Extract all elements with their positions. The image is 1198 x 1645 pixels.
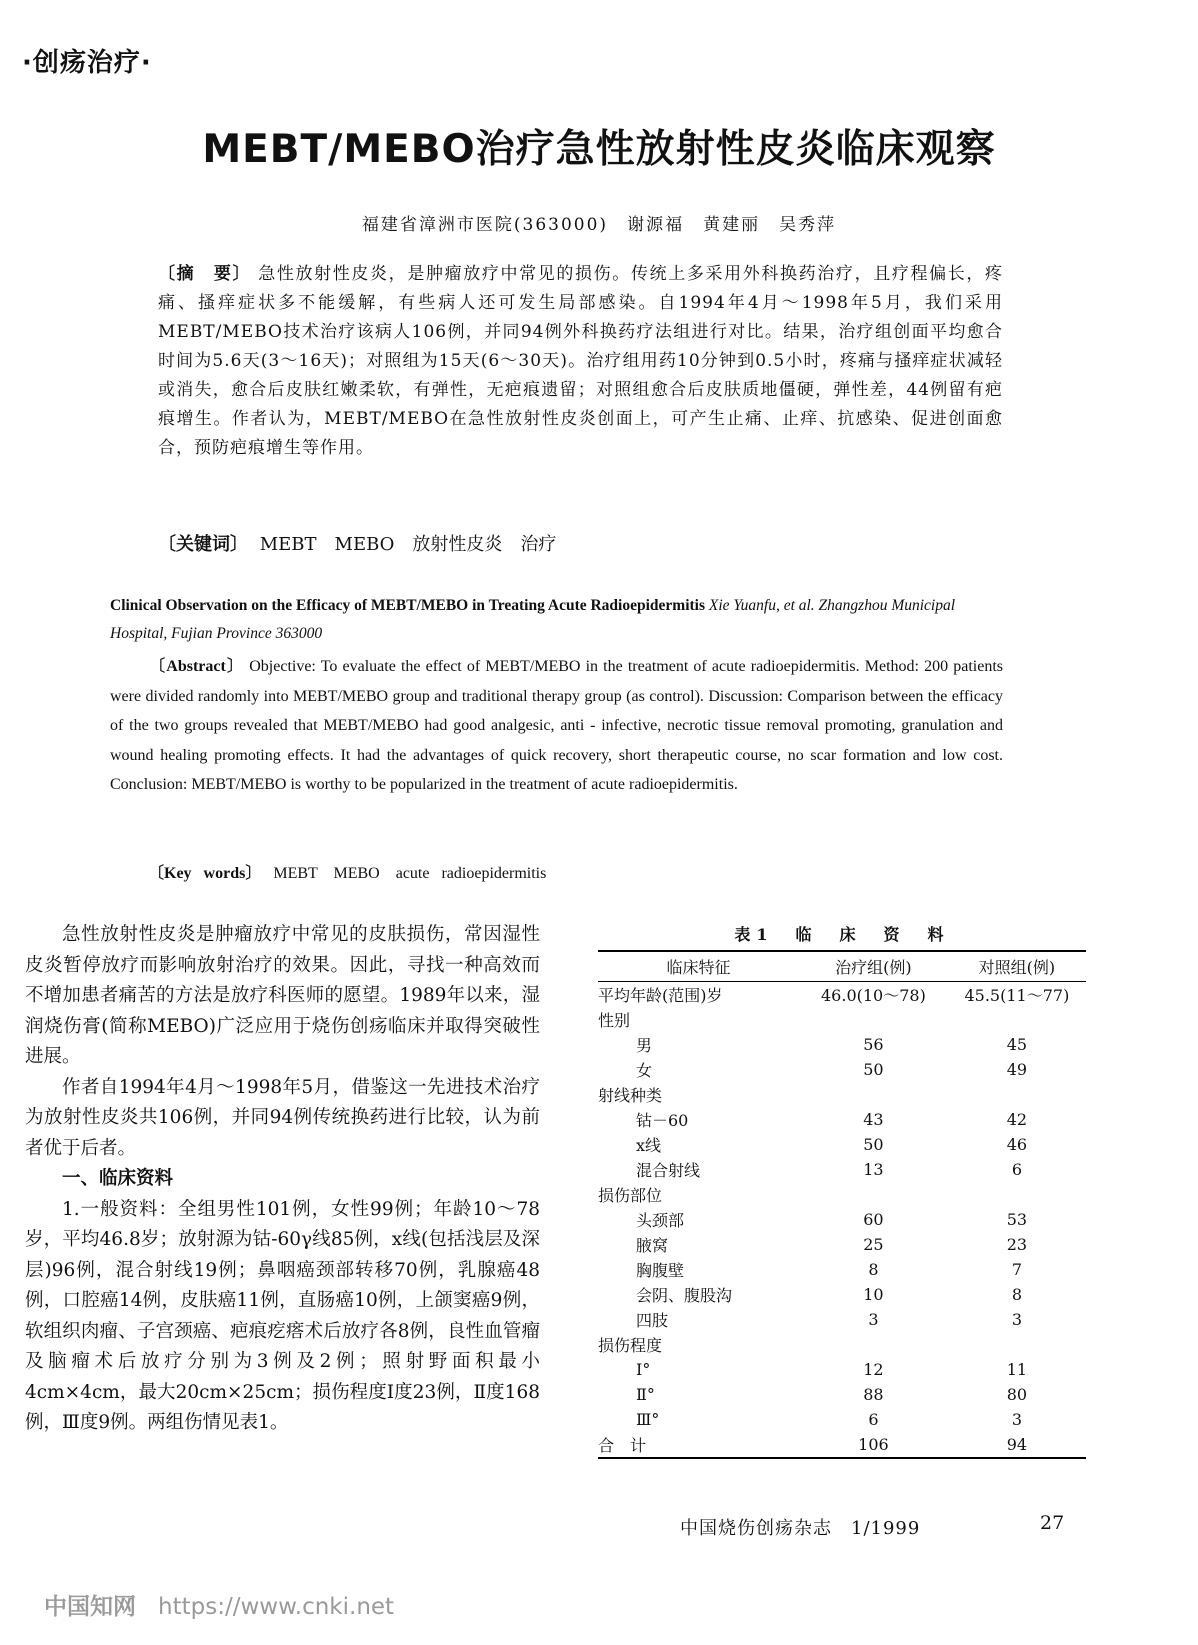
- table-row: [598, 982, 1086, 1008]
- table-cell: 头颈部: [636, 1211, 685, 1230]
- table-caption: 表1 临 床 资 料: [734, 925, 950, 944]
- table-cell: Ⅰ°: [636, 1360, 651, 1379]
- english-abstract-label: 〔Abstract〕: [148, 658, 245, 675]
- table-cell: 胸腹壁: [636, 1261, 685, 1280]
- table-row: [598, 1357, 1086, 1382]
- table-header-cell: 临床特征: [666, 958, 731, 977]
- journal-footer: 中国烧伤创疡杂志 1/1999: [680, 1518, 921, 1539]
- english-abstract-text: Objective: To evaluate the effect of MEBT/MEBO in the treatment of acute radioepidermitis. Method: 200 patients were divided randomly into MEBT/MEBO group and traditional therapy group (as control). Discussion: Comparison between the efficacy of the two groups revealed that MEBT/MEBO had good analgesic, anti - infective, necrotic tissue removal promoting, granulation and wound healing promoting effects. It had the advantages of quick recovery, short therapeutic course, no scar formation and low cost. Conclusion: MEBT/MEBO is worthy to be popularized in the treatment of acute radioepidermitis.: [110, 658, 1004, 793]
- table-cell: 60: [863, 1210, 884, 1229]
- chinese-abstract-label: 〔摘 要〕: [158, 264, 252, 284]
- clinical-data-table: [598, 950, 1086, 1459]
- table-cell: [799, 1332, 948, 1357]
- table-cell: 53: [1006, 1210, 1028, 1229]
- table-row: [598, 1332, 1086, 1357]
- table-cell: [948, 1082, 1086, 1107]
- chinese-abstract-text: 急性放射性皮炎，是肿瘤放疗中常见的损伤。传统上多采用外科换药治疗，且疗程偏长，疼痛、搔痒症状多不能缓解，有些病人还可发生局部感染。自1994年4月～1998年5月，我们采用MEBT/MEBO技术治疗该病人106例，并同94例外科换药疗法组进行对比。结果，治疗组创面平均愈合时间为5.6天(3～16天)；对照组为15天(6～30天)。治疗组用药10分钟到0.5小时，疼痛与搔痒症状减轻或消失，愈合后皮肤红嫩柔软，有弹性，无疤痕遗留；对照组愈合后皮肤质地僵硬，弹性差，44例留有疤痕增生。作者认为，MEBT/MEBO在急性放射性皮炎创面上，可产生止痛、止痒、抗感染、促进创面愈合，预防疤痕增生等作用。: [158, 264, 1004, 458]
- table-cell: x线: [636, 1136, 662, 1155]
- table-cell: 7: [1011, 1260, 1022, 1279]
- table-cell: 损伤部位: [598, 1186, 663, 1205]
- watermark-url: https://www.cnki.net: [158, 1594, 395, 1620]
- table-cell: 11: [1006, 1360, 1028, 1379]
- table-cell: 45.5(11～77): [964, 986, 1070, 1005]
- author-affiliation: 福建省漳洲市医院(363000) 谢源福 黄建丽 吴秀萍: [361, 215, 837, 235]
- table-row: [598, 1207, 1086, 1232]
- table-cell: Ⅱ°: [636, 1385, 655, 1404]
- chinese-keywords: [158, 530, 556, 556]
- table-cell: 射线种类: [598, 1086, 663, 1105]
- table-cell: 合 计: [598, 1436, 647, 1455]
- table-cell: 12: [863, 1360, 884, 1379]
- english-abstract: [110, 652, 1003, 800]
- table-cell: 损伤程度: [598, 1336, 663, 1355]
- section-heading: 一、临床资料: [62, 1168, 174, 1189]
- table-cell: [799, 1082, 948, 1107]
- table-row: [598, 1382, 1086, 1407]
- english-keywords-text: MEBT MEBO acute radioepidermitis: [273, 865, 547, 882]
- english-keywords-label: 〔Key words〕: [148, 865, 262, 882]
- table-header-cell: 治疗组(例): [835, 958, 912, 977]
- body-paragraph: 1.一般资料：全组男性101例，女性99例；年龄10～78岁，平均46.8岁；放射源为钴-60γ线85例，x线(包括浅层及深层)96例，混合射线19例；鼻咽癌颈部转移70例，乳腺癌48例，口腔癌14例，皮肤癌11例，直肠癌10例，上颌窦癌9例，软组织肉瘤、子宫颈癌、疤痕疙瘩术后放疗各8例，良性血管瘤及脑瘤术后放疗分别为3例及2例；照射野面积最小4cm×4cm，最大20cm×25cm；损伤程度Ⅰ度23例，Ⅱ度168例，Ⅲ度9例。两组伤情见表1。: [25, 1198, 540, 1433]
- body-paragraph: 作者自1994年4月～1998年5月，借鉴这一先进技术治疗为放射性皮炎共106例，并同94例传统换药进行比较，认为前者优于后者。: [25, 1076, 540, 1159]
- chinese-keywords-text: MEBT MEBO 放射性皮炎 治疗: [259, 534, 557, 555]
- chinese-keywords-label: 〔关键词〕: [158, 534, 248, 555]
- table-cell: 3: [1011, 1410, 1022, 1429]
- table-row: [598, 1057, 1086, 1082]
- table-cell: 23: [1006, 1235, 1028, 1254]
- table-row: [598, 1407, 1086, 1432]
- section-tag: ·创疡治疗·: [22, 48, 152, 78]
- table-cell: [948, 1007, 1086, 1032]
- table-cell: 6: [868, 1410, 879, 1429]
- table-cell: 6: [1011, 1160, 1022, 1179]
- watermark-brand: 中国知网: [44, 1594, 136, 1620]
- english-keywords: [148, 860, 546, 883]
- table-cell: 3: [1011, 1310, 1022, 1329]
- table-cell: [799, 1007, 948, 1032]
- table-row: [598, 1432, 1086, 1458]
- table-cell: 女: [636, 1061, 653, 1080]
- table-row: [598, 1107, 1086, 1132]
- table-cell: 男: [636, 1036, 653, 1055]
- table-cell: 46: [1006, 1135, 1028, 1154]
- table-cell: 49: [1006, 1060, 1028, 1079]
- table-row: [598, 1282, 1086, 1307]
- table-cell: [948, 1332, 1086, 1357]
- table-row: [598, 1182, 1086, 1207]
- table-cell: 25: [863, 1235, 884, 1254]
- table-cell: 8: [1011, 1285, 1022, 1304]
- table-cell: 混合射线: [636, 1161, 701, 1180]
- table-header-cell: 对照组(例): [978, 958, 1056, 977]
- table-row: [598, 1132, 1086, 1157]
- english-title: Clinical Observation on the Efficacy of MEBT/MEBO in Treating Acute Radioepidermitis: [110, 597, 706, 614]
- table-cell: 3: [868, 1310, 879, 1329]
- table-cell: 94: [1006, 1435, 1028, 1454]
- table-cell: 钴－60: [636, 1111, 689, 1130]
- table-cell: 10: [863, 1285, 884, 1304]
- chinese-abstract: [158, 260, 1003, 463]
- table-row: [598, 1257, 1086, 1282]
- table-row: [598, 1032, 1086, 1057]
- table-cell: 50: [863, 1135, 884, 1154]
- watermark: [44, 1588, 394, 1621]
- body-paragraph: 急性放射性皮炎是肿瘤放疗中常见的皮肤损伤，常因湿性皮炎暂停放疗而影响放射治疗的效果。因此，寻找一种高效而不增加患者痛苦的方法是放疗科医师的愿望。1989年以来，湿润烧伤膏(简称MEBO)广泛应用于烧伤创疡临床并取得突破性进展。: [25, 924, 540, 1067]
- table-row: [598, 1007, 1086, 1032]
- table-cell: 43: [863, 1110, 884, 1129]
- table-header-row: [598, 951, 1086, 982]
- table-cell: 56: [863, 1035, 884, 1054]
- table-row: [598, 1157, 1086, 1182]
- table-cell: [799, 1182, 948, 1207]
- table-cell: 13: [863, 1160, 884, 1179]
- table-cell: 88: [863, 1385, 884, 1404]
- table-cell: 会阴、腹股沟: [636, 1286, 733, 1305]
- table-row: [598, 1307, 1086, 1332]
- table-cell: 42: [1006, 1110, 1028, 1129]
- page-number: 27: [1040, 1512, 1065, 1534]
- table-cell: 46.0(10～78): [821, 986, 926, 1005]
- body-text-column: [25, 920, 540, 1439]
- article-title: MEBT/MEBO治疗急性放射性皮炎临床观察: [202, 127, 996, 172]
- english-title-block: [110, 592, 1003, 648]
- table-cell: 腋窝: [636, 1236, 669, 1255]
- table-row: [598, 1232, 1086, 1257]
- table-cell: 性别: [598, 1011, 631, 1030]
- table-cell: [948, 1182, 1086, 1207]
- english-authors: Xie Yuanfu, et al. Zhangzhou Municipal Hospital, Fujian Province 363000: [110, 597, 956, 642]
- table-cell: Ⅲ°: [636, 1410, 660, 1429]
- table-cell: 8: [868, 1260, 879, 1279]
- table-cell: 50: [863, 1060, 884, 1079]
- table-cell: 平均年龄(范围)岁: [598, 986, 723, 1005]
- table-cell: 四肢: [636, 1311, 669, 1330]
- table-row: [598, 1082, 1086, 1107]
- table-cell: 106: [858, 1435, 889, 1454]
- table-cell: 80: [1006, 1385, 1028, 1404]
- table-cell: 45: [1006, 1035, 1028, 1054]
